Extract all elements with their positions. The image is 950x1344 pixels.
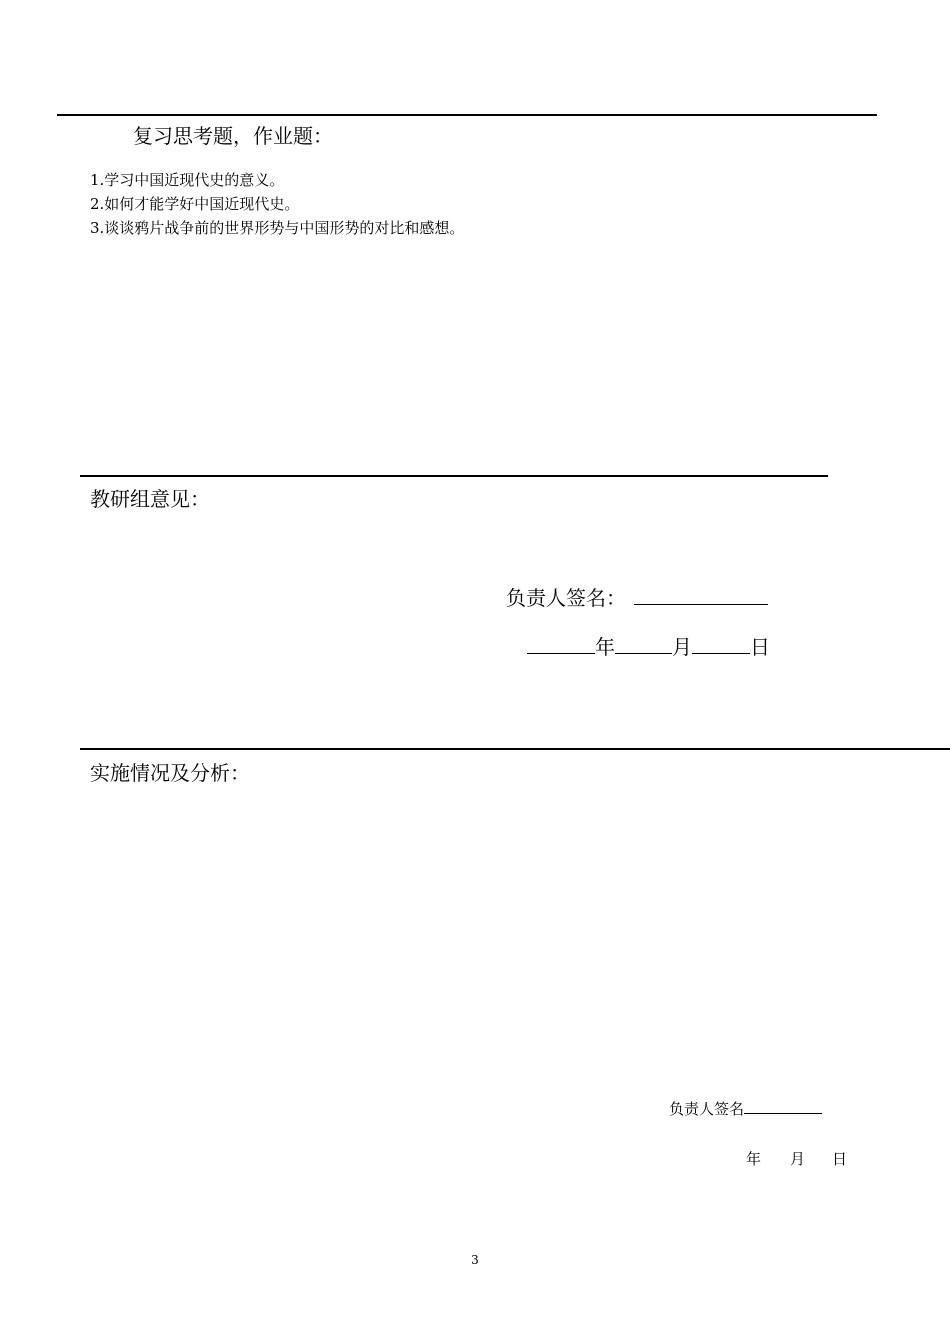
implementation-signature — [669, 1102, 822, 1117]
question-item-1: 1.学习中国近现代史的意义。 — [90, 171, 285, 189]
research-group-date — [527, 637, 770, 657]
question-list — [90, 168, 464, 240]
research-group-signature — [506, 588, 768, 608]
research-group-year-label: 年 — [595, 635, 615, 659]
implementation-divider — [80, 748, 950, 750]
implementation-day-label: 日 — [832, 1150, 848, 1168]
implementation-heading: 实施情况及分析： — [90, 761, 250, 785]
implementation-date — [746, 1152, 847, 1167]
research-group-signature-label: 负责人签名： — [506, 586, 626, 610]
question-item-3: 3.谈谈鸦片战争前的世界形势与中国形势的对比和感想。 — [90, 219, 465, 237]
research-group-signature-blank[interactable] — [634, 603, 768, 605]
review-heading: 复习思考题，作业题： — [133, 124, 333, 148]
implementation-signature-label: 负责人签名 — [669, 1100, 745, 1118]
research-group-heading: 教研组意见： — [90, 487, 210, 511]
question-item-2: 2.如何才能学好中国近现代史。 — [90, 195, 300, 213]
implementation-month-label: 月 — [790, 1150, 806, 1168]
research-group-day-blank[interactable] — [692, 652, 750, 654]
research-group-divider — [80, 475, 828, 477]
implementation-year-label: 年 — [746, 1150, 762, 1168]
research-group-month-blank[interactable] — [615, 652, 672, 654]
implementation-signature-blank[interactable] — [744, 1112, 822, 1114]
research-group-day-label: 日 — [750, 635, 770, 659]
top-divider — [57, 114, 877, 116]
research-group-month-label: 月 — [672, 635, 692, 659]
research-group-year-blank[interactable] — [527, 652, 595, 654]
page-number: 3 — [471, 1253, 479, 1267]
